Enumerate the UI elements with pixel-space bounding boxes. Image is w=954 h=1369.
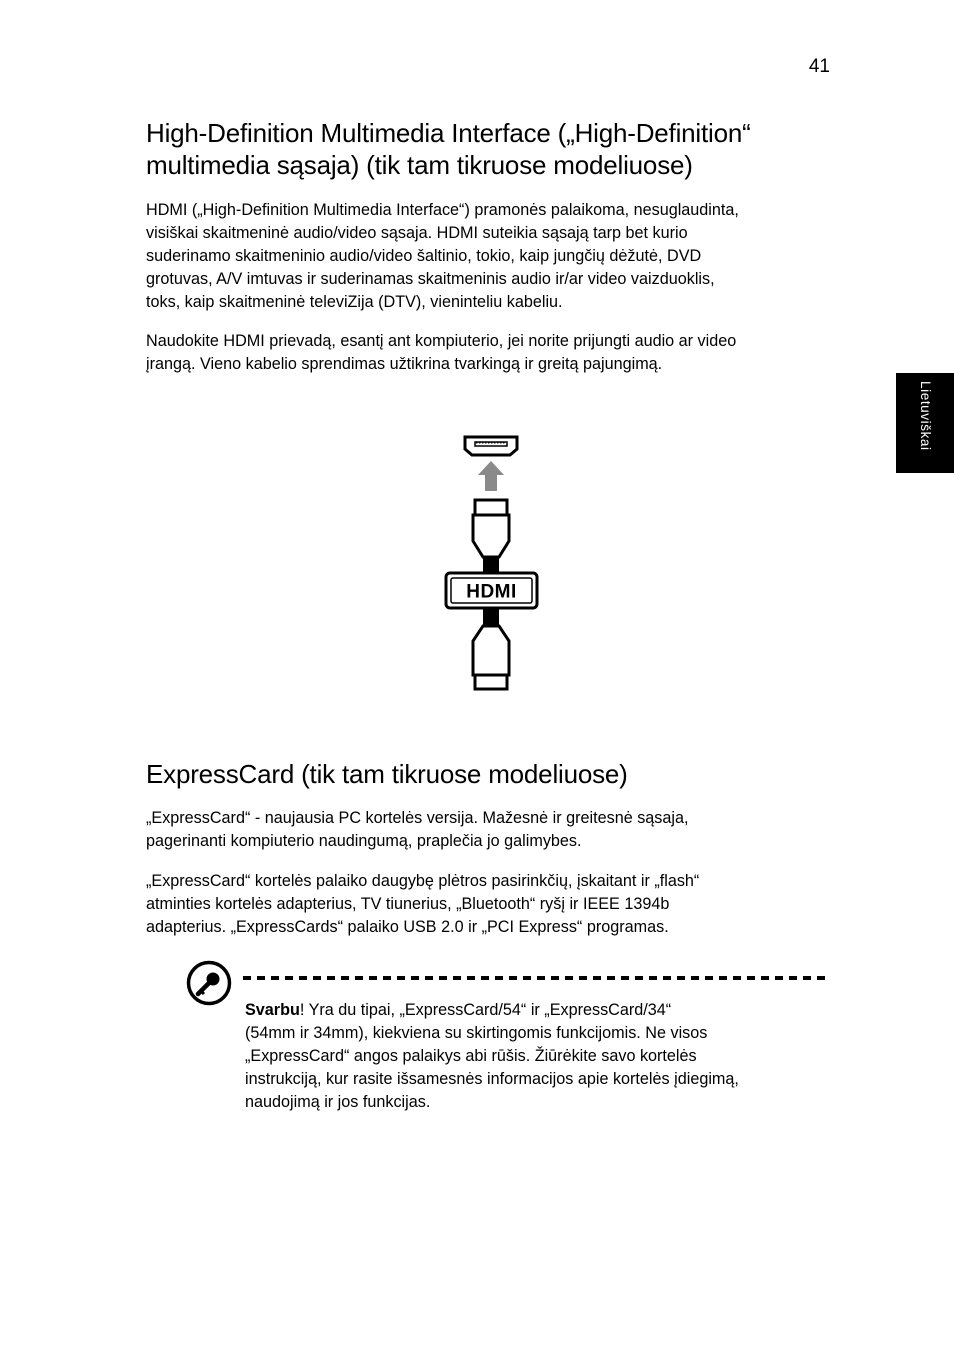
hdmi-title-line-2: multimedia sąsaja) (tik tam tikruose modeliuose) [146, 150, 693, 180]
language-tab-label: Lietuviškai [918, 381, 933, 451]
hdmi-plug-top-icon [473, 500, 509, 573]
text-line: adapterius. „ExpressCards“ palaiko USB 2.0 ir „PCI Express“ programas. [146, 918, 669, 936]
expresscard-paragraph-2 [146, 870, 836, 939]
note-first-line [245, 999, 835, 1022]
text-line: visiškai skaitmeninė audio/video sąsaja. HDMI suteikia sąsają tarp bet kurio [146, 224, 688, 242]
text-line: atminties kortelės adapterius, TV tiunerius, „Bluetooth“ ryšį ir IEEE 1394b [146, 895, 670, 913]
text-line: Naudokite HDMI prievadą, esantį ant kompiuterio, jei norite prijungti audio ar video [146, 332, 737, 350]
expresscard-section-title: ExpressCard (tik tam tikruose modeliuose) [146, 759, 628, 789]
page-number: 41 [808, 56, 830, 77]
text-line: HDMI („High-Definition Multimedia Interface“) pramonės palaikoma, nesuglaudinta, [146, 201, 739, 219]
arrow-up-icon [478, 461, 504, 491]
text-line: toks, kaip skaitmeninė televiZija (DTV), vieninteliu kabeliu. [146, 293, 563, 311]
hdmi-label: HDMI [466, 581, 517, 603]
text-line: naudojimą ir jos funkcijas. [245, 1093, 431, 1111]
text-line: suderinamo skaitmeninio audio/video šaltinio, tokio, kaip jungčių dėžutė, DVD [146, 247, 702, 265]
hdmi-paragraph-1 [146, 199, 836, 314]
note-bold-label: Svarbu [245, 1001, 300, 1019]
expresscard-paragraph-1 [146, 807, 836, 853]
key-icon [186, 960, 232, 1006]
text-line: pagerinanti kompiuterio naudingumą, praplečia jo galimybes. [146, 832, 582, 850]
hdmi-section-title [146, 117, 751, 181]
hdmi-paragraph-2 [146, 330, 836, 376]
text-line: (54mm ir 34mm), kiekviena su skirtingomis funkcijomis. Ne visos [245, 1024, 708, 1042]
note-divider [243, 976, 828, 980]
note-first-line-text: ! Yra du tipai, „ExpressCard/54“ ir „ExpressCard/34“ [299, 1001, 672, 1019]
text-line: „ExpressCard“ - naujausia PC kortelės versija. Mažesnė ir greitesnė sąsaja, [146, 809, 689, 827]
hdmi-cable-illustration [430, 425, 550, 695]
important-note [245, 999, 835, 1114]
hdmi-port-icon [465, 437, 517, 455]
hdmi-title-line-1: High-Definition Multimedia Interface („High-Definition“ [146, 118, 751, 148]
text-line: „ExpressCard“ angos palaikys abi rūšis. Žiūrėkite savo kortelės [245, 1047, 697, 1065]
hdmi-plug-bottom-icon [473, 608, 509, 689]
text-line: „ExpressCard“ kortelės palaiko daugybę plėtros pasirinkčių, įskaitant ir „flash“ [146, 872, 700, 890]
language-tab [896, 373, 954, 473]
text-line: instrukciją, kur rasite išsamesnės informacijos apie kortelės įdiegimą, [245, 1070, 739, 1088]
text-line: grotuvas, A/V imtuvas ir suderinamas skaitmeninis audio ir/ar video vaizduoklis, [146, 270, 715, 288]
text-line: įrangą. Vieno kabelio sprendimas užtikrina tvarkingą ir greitą pajungimą. [146, 355, 663, 373]
